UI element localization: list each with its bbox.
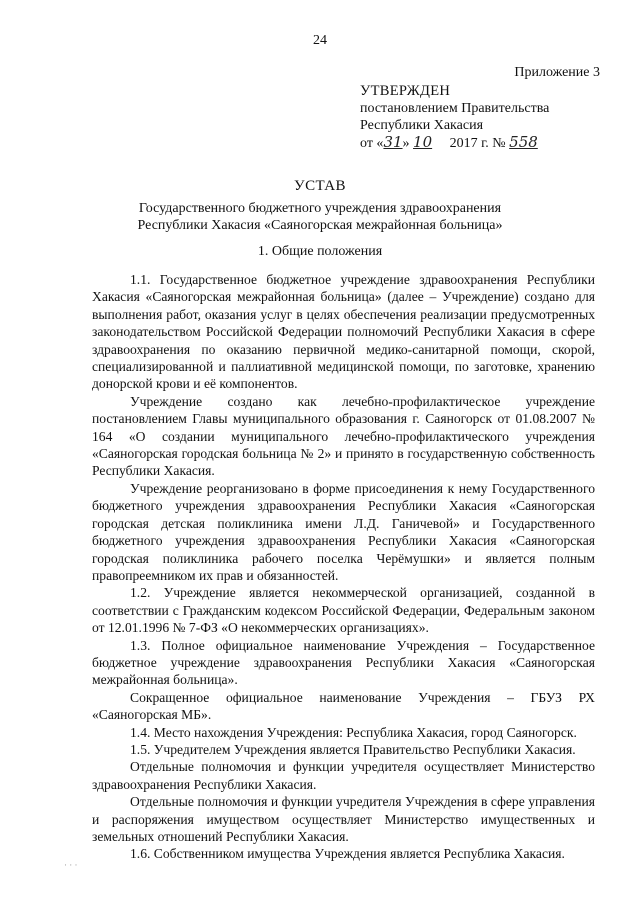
paragraph: 1.2. Учреждение является некоммерческой организацией, созданной в соответствии с Гражданским кодексом Российской Федерации, Федеральным законом от 12.01.1996 № 7-ФЗ «О некоммерческих организациях». <box>92 585 595 636</box>
handwritten-month: 10 <box>413 133 433 151</box>
title-line-1: Государственного бюджетного учреждения здравоохранения <box>138 201 502 216</box>
approval-line-1: постановлением Правительства <box>360 101 550 116</box>
paragraph: Учреждение реорганизовано в форме присоединения к нему Государственного бюджетного учреждения здравоохранения Республики Хакасия «Саяногорская городская детская поликлиника имени Л.Д. Ганичевой» и Государственного бюджетного учреждения здравоохранения Республики Хакасия «Саяногорская городская поликлиника рабочего поселка Черёмушки» и является полным правопреемником их прав и обязанностей. <box>92 480 595 583</box>
date-mid: » <box>402 136 410 151</box>
approval-date-line <box>360 134 600 152</box>
approval-block <box>360 64 600 152</box>
appendix-label: Приложение 3 <box>514 65 600 80</box>
date-year: 2017 г. <box>449 136 489 151</box>
paragraph: Учреждение создано как лечебно-профилактическое учреждение постановлением Главы муниципального образования г. Саяногорск от 01.08.2007 № 164 «О создании муниципального лечебно-профилактического учреждения «Саяногорская городская больница № 2» и принято в государственную собственность Республики Хакасия. <box>92 393 595 479</box>
paragraph: 1.1. Государственное бюджетное учреждение здравоохранения Республики Хакасия «Саяногорская межрайонная больница» (далее – Учреждение) создано для выполнения работ, оказания услуг в целях обеспечения реализации предусмотренных законодательством Российской Федерации полномочий Республики Хакасия в сфере здравоохранения по оказанию первичной медико-санитарной помощи, скорой, специализированной и паллиативной медицинской помощи, по заготовке, хранению донорской крови и её компонентов. <box>92 272 595 392</box>
paragraph: 1.5. Учредителем Учреждения является Правительство Республики Хакасия. <box>130 741 576 757</box>
handwritten-day: 31 <box>383 133 403 151</box>
approved-stamp: УТВЕРЖДЕН <box>360 83 451 99</box>
scan-artifact: · · · <box>64 860 78 870</box>
paragraph: Отдельные полномочия и функции учредителя осуществляет Министерство здравоохранения Республики Хакасия. <box>92 759 595 792</box>
paragraph: 1.4. Место нахождения Учреждения: Республика Хакасия, город Саяногорск. <box>130 724 577 740</box>
page-number: 24 <box>313 33 327 48</box>
section-heading: 1. Общие положения <box>257 244 383 259</box>
title-line-2: Республики Хакасия «Саяногорская межрайонная больница» <box>137 218 503 233</box>
paragraph: Отдельные полномочия и функции учредителя Учреждения в сфере управления и распоряжения имуществом осуществляет Министерство имущественных и земельных отношений Республики Хакасия. <box>92 794 595 844</box>
approval-line-2: Республики Хакасия <box>360 118 484 133</box>
number-prefix: № <box>492 136 506 151</box>
document-title-block <box>0 178 640 234</box>
handwritten-number: 558 <box>509 133 538 151</box>
paragraph: 1.6. Собственником имущества Учреждения является Республика Хакасия. <box>130 846 565 862</box>
date-prefix: от « <box>360 136 384 151</box>
paragraph: Сокращенное официальное наименование Учреждения – ГБУЗ РХ «Саяногорская МБ». <box>92 689 595 723</box>
document-title: УСТАВ <box>294 178 346 194</box>
document-body <box>92 271 595 863</box>
paragraph: 1.3. Полное официальное наименование Учреждения – Государственное бюджетное учреждение здравоохранения Республики Хакасия «Саяногорская межрайонная больница». <box>92 637 595 688</box>
